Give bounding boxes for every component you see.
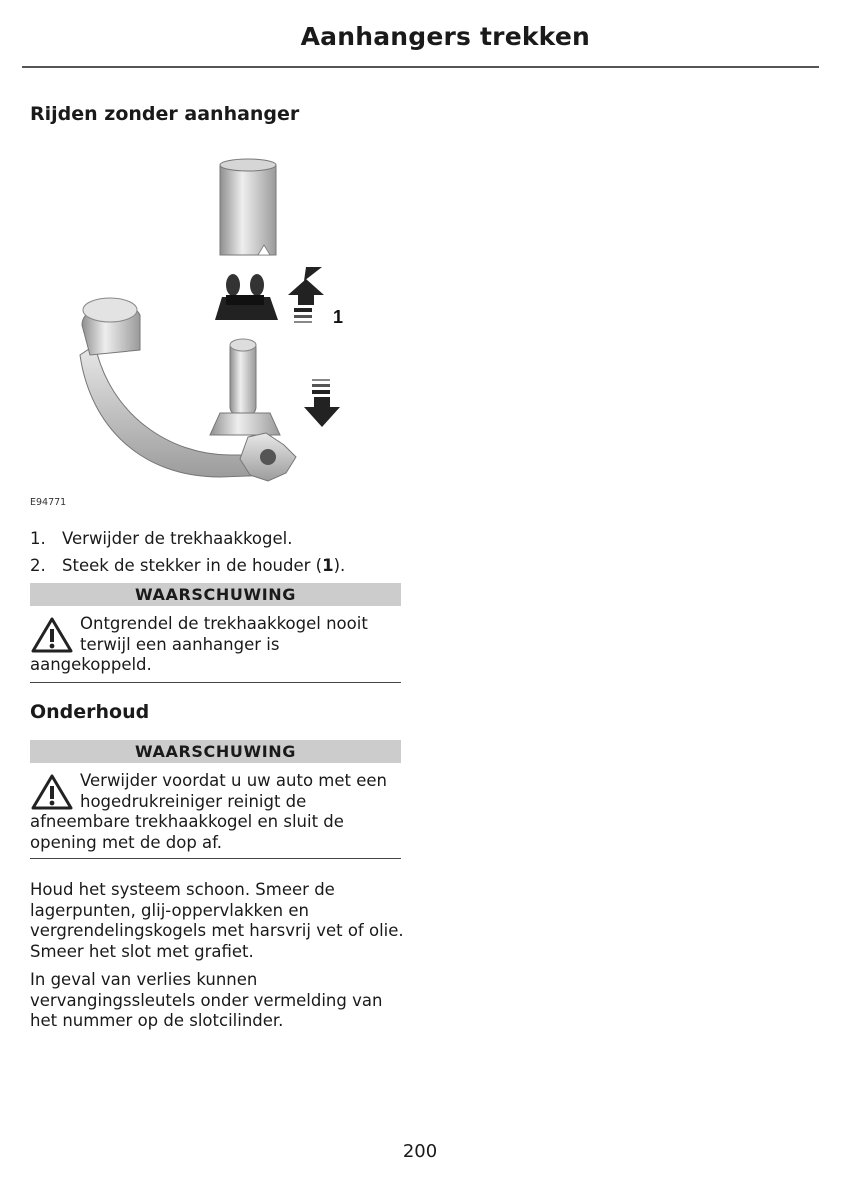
page-title-text: Aanhangers trekken (300, 22, 590, 51)
page-number: 200 (402, 1141, 438, 1162)
tow-ball-illustration (70, 155, 370, 495)
title-divider (22, 66, 819, 68)
warning-triangle-icon (30, 616, 74, 654)
replacement-keys-paragraph: In geval van verlies kunnen vervangingssleutels onder vermelding van het nummer op de slotcilinder. (30, 970, 383, 1030)
step-number: 1. (30, 529, 46, 548)
list-item (30, 552, 410, 579)
arrow-up-icon (288, 267, 324, 323)
list-item (30, 525, 410, 552)
warning-divider (30, 858, 401, 859)
warning-header: WAARSCHUWING (30, 740, 401, 763)
section-heading-maintenance: Onderhoud (30, 701, 150, 723)
arrow-down-icon (304, 379, 340, 427)
locking-pin (210, 339, 280, 435)
plug-holder (215, 274, 278, 320)
page-title (0, 22, 840, 51)
warning-divider (30, 682, 401, 683)
cap-cylinder (220, 159, 276, 255)
section-heading-driving-without-trailer: Rijden zonder aanhanger (30, 103, 300, 125)
tow-ball (82, 298, 140, 355)
tow-ball-diagram (70, 155, 370, 495)
warning-header: WAARSCHUWING (30, 583, 401, 606)
warning-box (30, 771, 402, 853)
maintenance-paragraph: Houd het systeem schoon. Smeer de lagerpunten, glij-oppervlakken en vergrendelingskogels met harsvrij vet of olie. Smeer het slot met grafiet. (30, 880, 404, 961)
warning-triangle-icon (30, 773, 74, 811)
warning-text: Verwijder voordat u uw auto met een hogedrukreiniger reinigt de afneembare trekhaakkogel en sluit de opening met de dop af. (30, 771, 387, 852)
warning-box (30, 614, 402, 676)
steps-list (30, 525, 410, 579)
step-text: Verwijder de trekhaakkogel. (62, 529, 293, 548)
warning-text: Ontgrendel de trekhaakkogel nooit terwijl een aanhanger is aangekoppeld. (30, 614, 368, 674)
callout-1: 1 (333, 307, 344, 327)
step-text: Steek de stekker in de houder (1). (62, 556, 346, 575)
figure-id: E94771 (30, 497, 67, 508)
step-number: 2. (30, 556, 46, 575)
